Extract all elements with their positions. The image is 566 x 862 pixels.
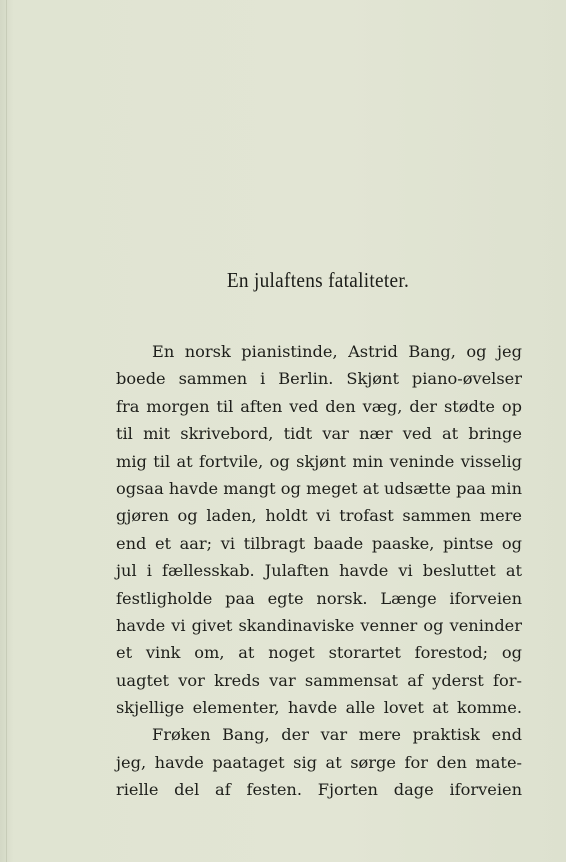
text-line: festligholde paa egte norsk. Længe iforveien: [116, 588, 522, 608]
text-line: ogsaa havde mangt og meget at udsætte paa min: [116, 478, 522, 498]
text-line: et vink om, at noget storartet forestod; og: [116, 643, 522, 663]
text-line: fra morgen til aften ved den væg, der stødte op: [116, 396, 522, 416]
text-line: rielle del af festen. Fjorten dage iforveien: [116, 780, 522, 800]
text-line: mig til at fortvile, og skjønt min veninde visselig: [116, 451, 522, 471]
text-line: end et aar; vi tilbragt baade paaske, pintse og: [116, 533, 522, 553]
text-line: En norsk pianistinde, Astrid Bang, og jeg: [152, 342, 522, 361]
chapter-title: En julaftens fataliteter.: [226, 268, 410, 292]
text-line: uagtet vor kreds var sammensat af yderst for-: [116, 670, 522, 690]
text-line: til mit skrivebord, tidt var nær ved at bringe: [116, 424, 522, 444]
text-line: gjøren og laden, holdt vi trofast sammen mere: [116, 506, 522, 526]
text-line: skjellige elementer, havde alle lovet at komme.: [116, 698, 522, 718]
text-line: boede sammen i Berlin. Skjønt piano-øvelser: [116, 369, 522, 389]
text-line: jeg, havde paataget sig at sørge for den mate-: [116, 752, 522, 772]
body-text: [116, 338, 522, 804]
text-line: havde vi givet skandinaviske venner og veninder: [116, 615, 522, 635]
text-line: Frøken Bang, der var mere praktisk end: [152, 725, 522, 745]
page-edge: [6, 0, 7, 862]
text-line: jul i fællesskab. Julaften havde vi besluttet at: [116, 561, 522, 581]
